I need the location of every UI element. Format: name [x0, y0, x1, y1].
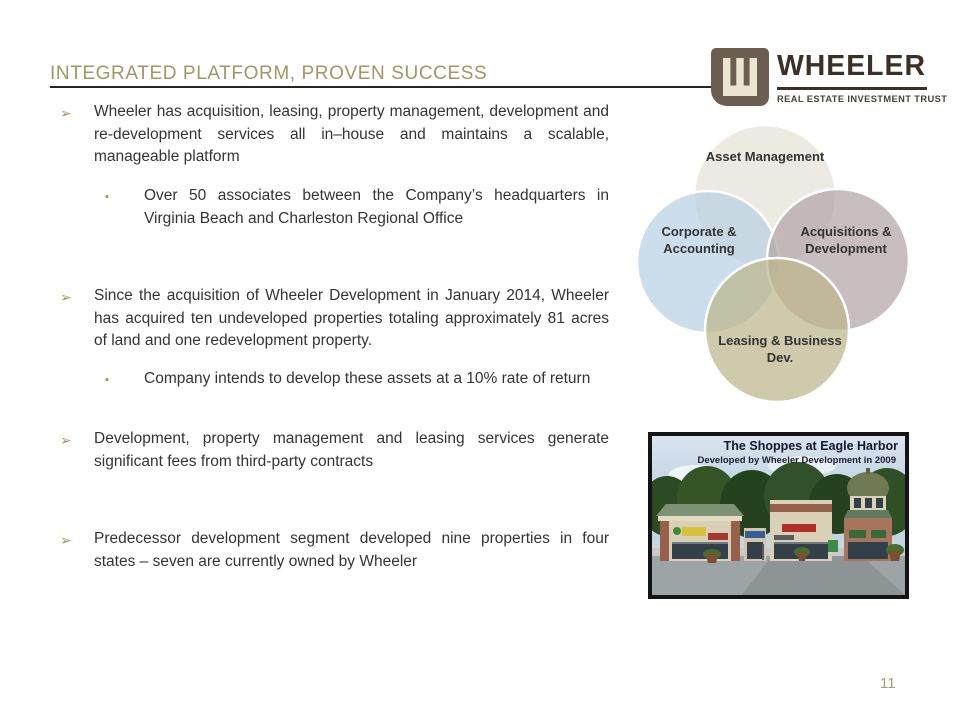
- bullet-text: Since the acquisition of Wheeler Development in January 2014, Wheeler has acquired ten undeveloped properties totaling approximately 81 acres of land and one redevelopment property.: [94, 287, 609, 349]
- bullet-item: [60, 528, 609, 573]
- venn-label-acquisitions-development: Acquisitions & Development: [800, 224, 892, 256]
- logo-name: WHEELER: [777, 50, 926, 82]
- sub-bullet-item: [105, 185, 609, 230]
- wheeler-logo-mark-icon: [711, 48, 769, 106]
- page-title: INTEGRATED PLATFORM, PROVEN SUCCESS: [50, 63, 488, 84]
- square-bullet-icon: ▪: [105, 374, 109, 386]
- title-underline: [50, 86, 711, 88]
- arrow-bullet-icon: ➢: [60, 289, 72, 305]
- bullet-item: [60, 101, 609, 169]
- bullet-text: Development, property management and leasing services generate significant fees from third-party contracts: [94, 430, 609, 470]
- bullet-text: Company intends to develop these assets at a 10% rate of return: [144, 370, 591, 387]
- logo-tagline: REAL ESTATE INVESTMENT TRUST: [777, 94, 948, 104]
- venn-label-leasing-business-dev: Leasing & Business Dev.: [718, 333, 842, 365]
- bullet-text: Over 50 associates between the Company’s headquarters in Virginia Beach and Charleston Regional Office: [144, 187, 609, 227]
- photo-caption-title: The Shoppes at Eagle Harbor: [723, 439, 898, 453]
- wheeler-logo: [711, 47, 948, 107]
- arrow-bullet-icon: ➢: [60, 105, 72, 121]
- arrow-bullet-icon: ➢: [60, 532, 72, 548]
- bullet-text: Wheeler has acquisition, leasing, property management, development and re-development services all in–house and maintains a scalable, manageable platform: [94, 103, 609, 165]
- sub-bullet-item: [105, 368, 609, 392]
- page-number: 11: [880, 675, 896, 692]
- bullet-text: Predecessor development segment developed nine properties in four states – seven are currently owned by Wheeler: [94, 530, 609, 570]
- venn-label-asset-management: Asset Management: [705, 149, 825, 164]
- bullet-item: [60, 428, 609, 473]
- venn-circle-leasing: [705, 258, 849, 402]
- venn-label-corporate-accounting: Corporate & Accounting: [661, 224, 737, 256]
- square-bullet-icon: ▪: [105, 191, 109, 203]
- shoppes-photo: [648, 432, 909, 599]
- logo-divider: [777, 87, 927, 90]
- arrow-bullet-icon: ➢: [60, 432, 72, 448]
- bullet-item: [60, 285, 609, 353]
- photo-caption-subtitle: Developed by Wheeler Development in 2009: [697, 455, 896, 466]
